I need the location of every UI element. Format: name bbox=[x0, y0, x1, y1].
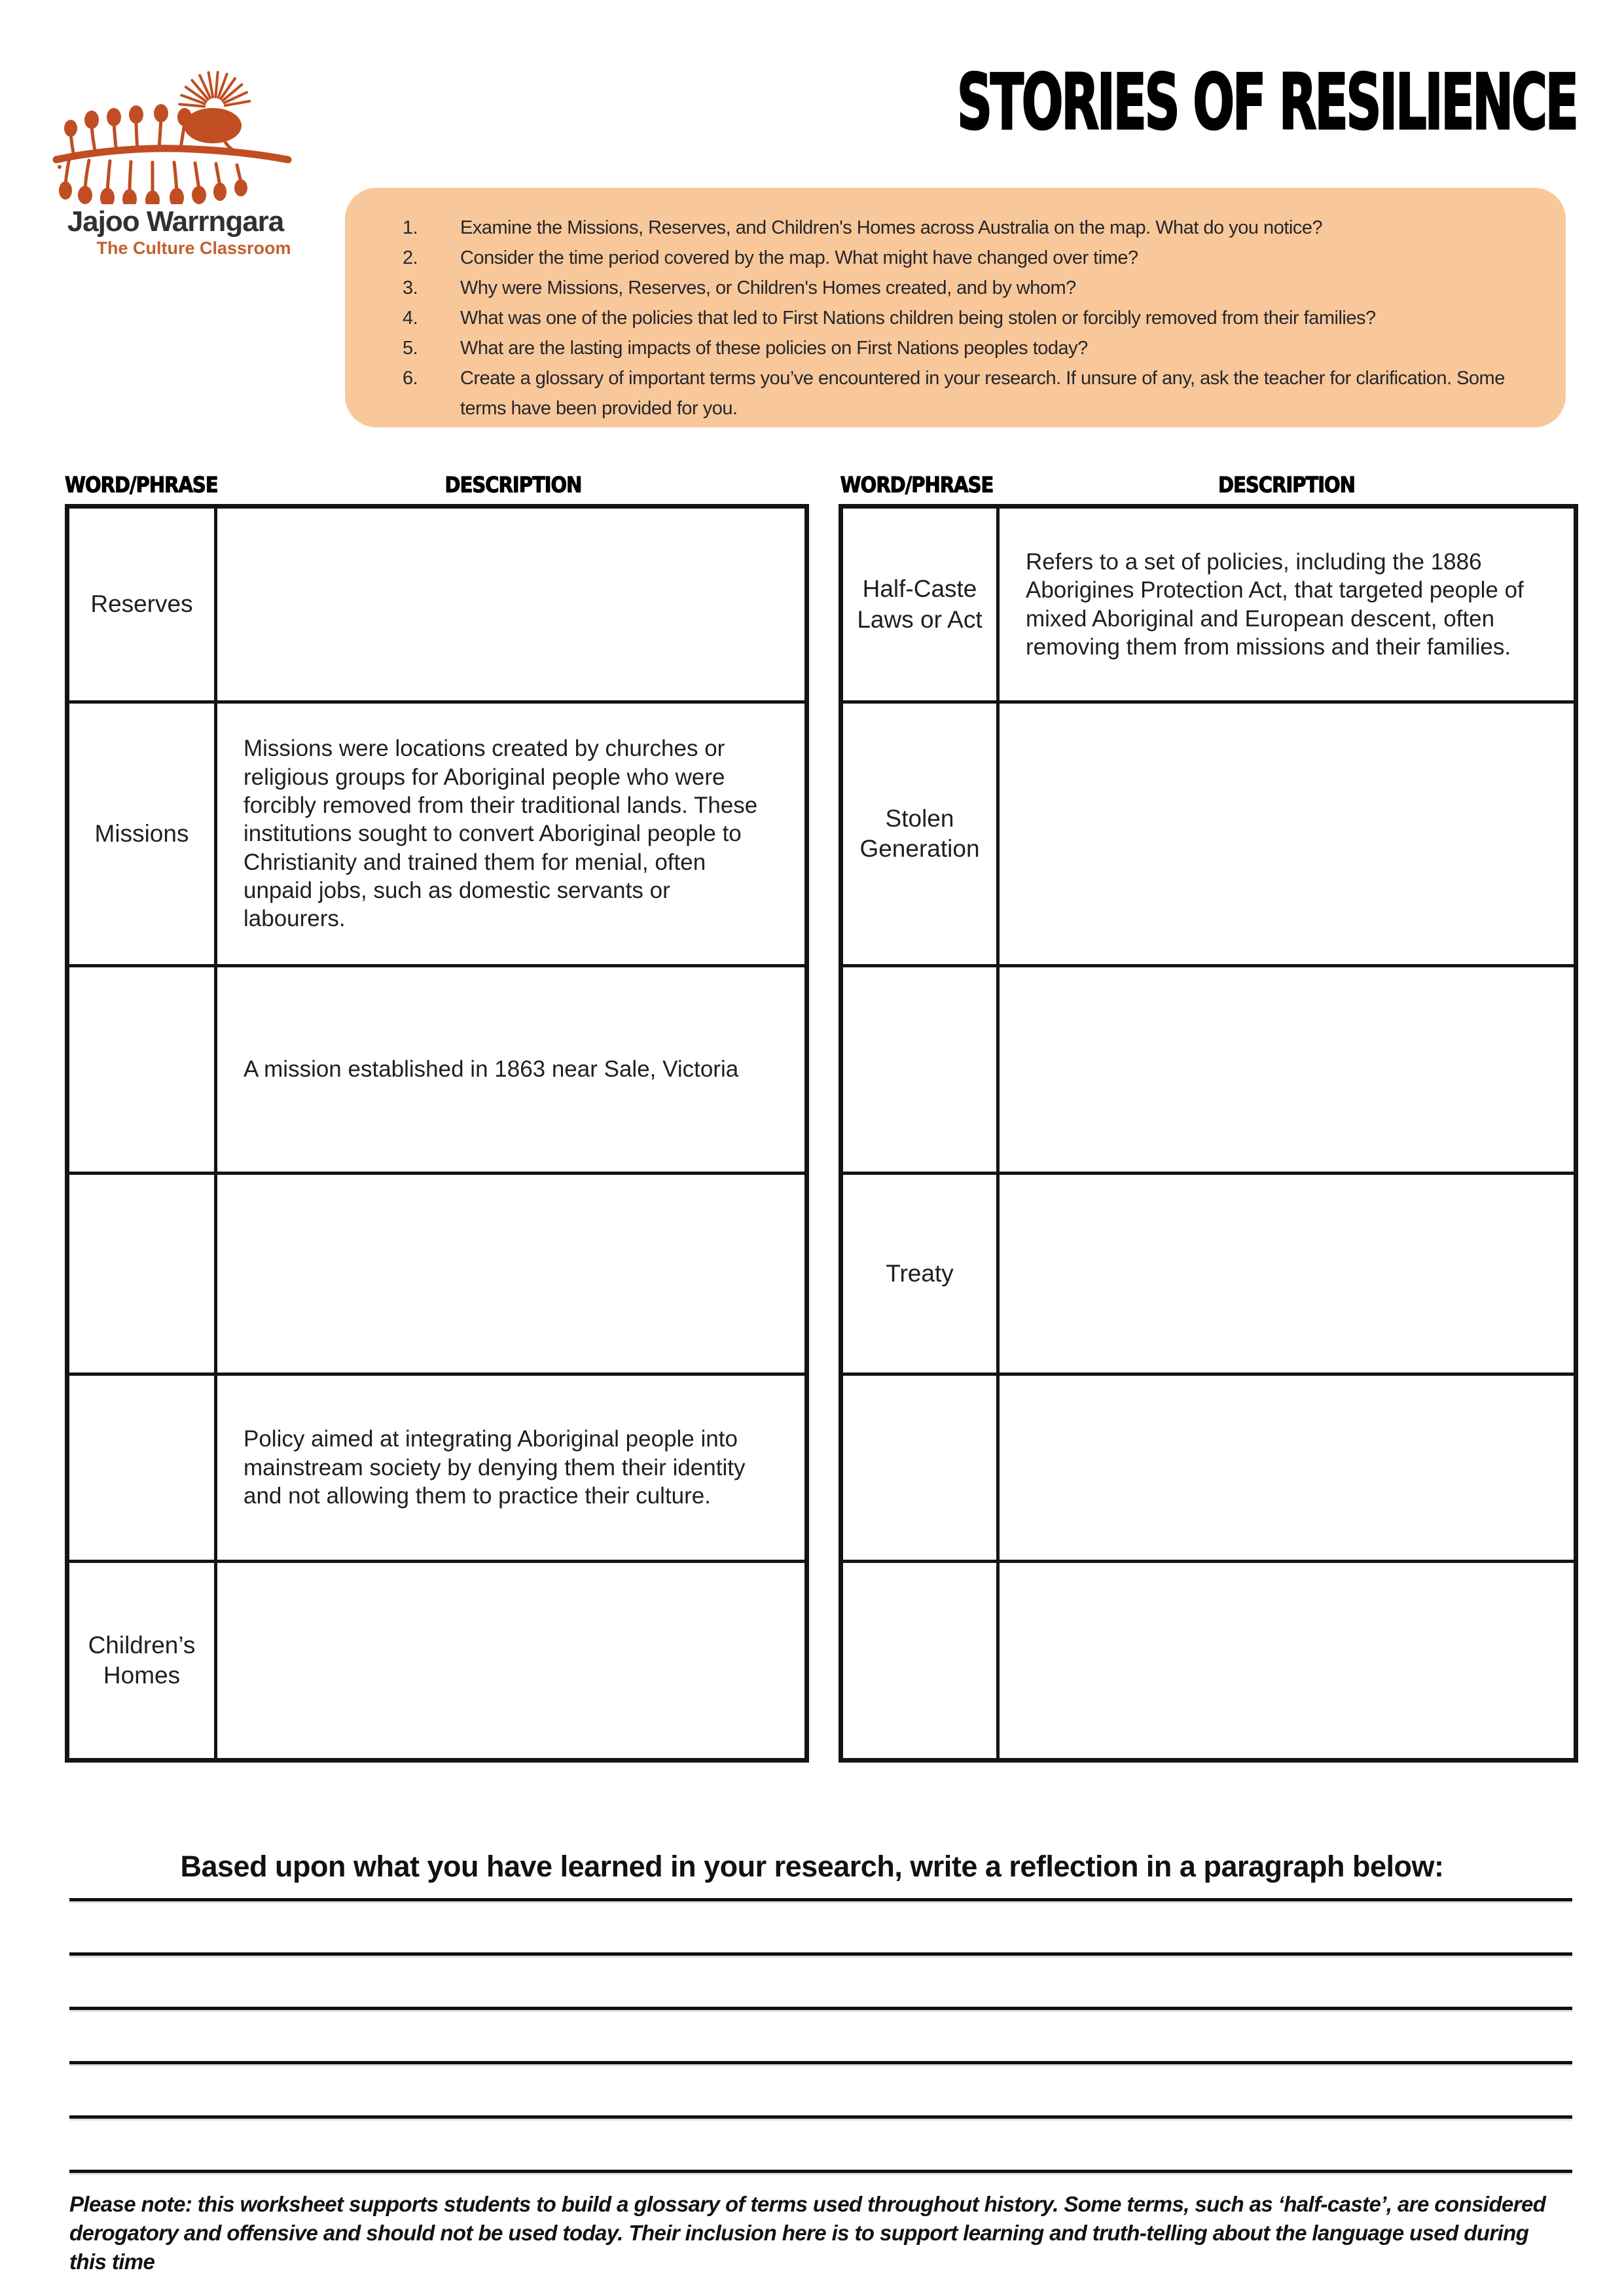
glossary-description-cell bbox=[1000, 704, 1574, 967]
footnote: Please note: this worksheet supports students to build a glossary of terms used throughout history. Some terms, such as ‘half-caste’, are considered derogatory and offensive and should not be used today. Their inclusion here is to support learning and truth-telling about the language used during this time bbox=[69, 2192, 1546, 2274]
instruction-item-2: Consider the time period covered by the map. What might have changed over time? bbox=[460, 247, 1138, 268]
gum-blossom-branch-illustration bbox=[51, 60, 293, 204]
glossary-description-cell bbox=[1000, 1563, 1574, 1758]
instruction-item-1: Examine the Missions, Reserves, and Children's Homes across Australia on the map. What do you notice? bbox=[460, 217, 1323, 238]
glossary-description-cell: Policy aimed at integrating Aboriginal people into mainstream society by denying them their identity and not allowing them to practice their culture. bbox=[217, 1376, 804, 1563]
page-title: STORIES OF RESILIENCE bbox=[957, 58, 1577, 147]
right-description-header: DESCRIPTION bbox=[1218, 472, 1355, 498]
glossary-description-cell bbox=[217, 509, 804, 704]
instruction-item-6: Create a glossary of important terms you’ve encountered in your research. If unsure of any, ask the teacher for clarification. Some terms have been provided for you. bbox=[460, 368, 1505, 419]
glossary-word-cell bbox=[843, 1376, 1000, 1563]
glossary-description-cell: A mission established in 1863 near Sale, Victoria bbox=[217, 967, 804, 1175]
writing-line bbox=[69, 2061, 1572, 2064]
glossary-word-cell bbox=[843, 1563, 1000, 1758]
logo-tagline: The Culture Classroom bbox=[96, 238, 291, 258]
glossary-word-cell: Children’s Homes bbox=[69, 1563, 217, 1758]
glossary-word-cell bbox=[69, 1175, 217, 1376]
instruction-item-5: What are the lasting impacts of these policies on First Nations peoples today? bbox=[460, 338, 1088, 359]
writing-lines bbox=[69, 1898, 1572, 2224]
glossary-description-cell bbox=[1000, 967, 1574, 1175]
glossary-word-cell: Missions bbox=[69, 704, 217, 967]
instructions-list bbox=[403, 213, 1540, 423]
logo-brand-text: Jajoo Warrngara bbox=[67, 206, 284, 238]
glossary-word-cell bbox=[843, 967, 1000, 1175]
left-description-header: DESCRIPTION bbox=[444, 472, 582, 498]
right-word-header: WORD/PHRASE bbox=[840, 472, 994, 498]
glossary-word-cell: Treaty bbox=[843, 1175, 1000, 1376]
glossary-table-right bbox=[839, 504, 1578, 1763]
glossary-word-cell bbox=[69, 1376, 217, 1563]
writing-line bbox=[69, 1952, 1572, 1956]
instructions-box bbox=[345, 188, 1566, 427]
writing-line bbox=[69, 1898, 1572, 1901]
reflection-prompt: Based upon what you have learned in your research, write a reflection in a paragraph below: bbox=[180, 1850, 1444, 1883]
writing-line bbox=[69, 2007, 1572, 2010]
left-word-header: WORD/PHRASE bbox=[65, 472, 218, 498]
instruction-item-3: Why were Missions, Reserves, or Children's Homes created, and by whom? bbox=[460, 278, 1076, 298]
glossary-description-cell bbox=[217, 1175, 804, 1376]
glossary-word-cell: Half-Caste Laws or Act bbox=[843, 509, 1000, 704]
glossary-description-cell: Missions were locations created by churches or religious groups for Aboriginal people who were forcibly removed from their traditional lands. These institutions sought to convert Aboriginal people to Christianity and trained them for menial, often unpaid jobs, such as domestic servants or labourers. bbox=[217, 704, 804, 967]
glossary-word-cell bbox=[69, 967, 217, 1175]
glossary-description-cell: Refers to a set of policies, including the 1886 Aborigines Protection Act, that targeted people of mixed Aboriginal and European descent, often removing them from missions and their families. bbox=[1000, 509, 1574, 704]
glossary-table-left bbox=[65, 504, 809, 1763]
instruction-item-4: What was one of the policies that led to First Nations children being stolen or forcibly removed from their families? bbox=[460, 308, 1376, 329]
logo bbox=[51, 60, 306, 258]
glossary-word-cell: Reserves bbox=[69, 509, 217, 704]
glossary-description-cell bbox=[217, 1563, 804, 1758]
glossary-word-cell: Stolen Generation bbox=[843, 704, 1000, 967]
writing-line bbox=[69, 2170, 1572, 2173]
writing-line bbox=[69, 2115, 1572, 2119]
glossary-description-cell bbox=[1000, 1376, 1574, 1563]
glossary-description-cell bbox=[1000, 1175, 1574, 1376]
